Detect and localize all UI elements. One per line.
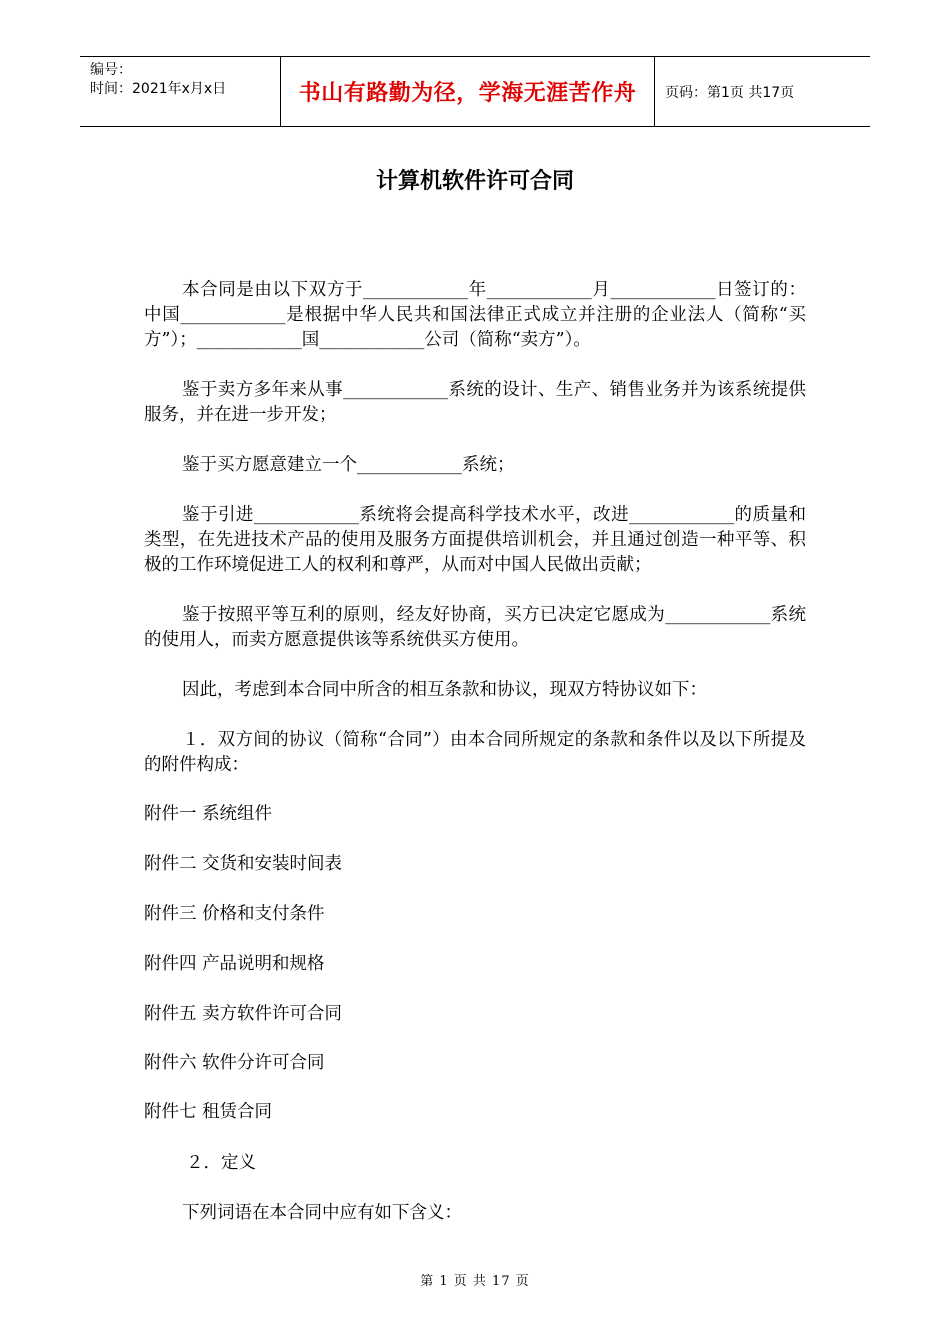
attachment-item: 附件六 软件分许可合同 (144, 1053, 325, 1073)
header-motto: 书山有路勤为径，学海无涯苦作舟 (281, 57, 655, 126)
attachment-item: 附件三 价格和支付条件 (144, 904, 325, 924)
paragraph-introduction-recital: 鉴于引进____________系统将会提高科学技术水平，改进____________的质量和类型，在先进技术产品的使用及服务方面提供培训机会，并且通过创造一种平等、积极的工作环境促进工人的权利和尊严，从而对中国人民做出贡献； (144, 505, 806, 575)
page-footer: 第 1 页 共 17 页 (420, 1274, 530, 1289)
paragraph-equality-recital: 鉴于按照平等互利的原则，经友好协商，买方已决定它愿成为____________系统的使用人，而卖方愿意提供该等系统供买方使用。 (144, 605, 806, 650)
header-meta (80, 57, 281, 126)
document-number-label: 编号： (90, 62, 132, 78)
clause-2-heading: ２．定义 (186, 1153, 256, 1173)
paragraph-seller-recital: 鉴于卖方多年来从事____________系统的设计、生产、销售业务并为该系统提供服务，并在进一步开发； (144, 380, 806, 425)
page-header (80, 56, 870, 127)
attachment-item: 附件七 租赁合同 (144, 1102, 273, 1122)
attachment-item: 附件五 卖方软件许可合同 (144, 1004, 343, 1024)
header-page-info: 页码：第1页 共17页 (665, 84, 795, 101)
paragraph-buyer-recital: 鉴于买方愿意建立一个____________系统； (182, 455, 515, 475)
clause-1: １．双方间的协议（简称“合同”）由本合同所规定的条款和条件以及以下所提及的附件构成： (144, 730, 806, 775)
clause-2-intro: 下列词语在本合同中应有如下含义： (182, 1203, 462, 1223)
paragraph-parties: 本合同是由以下双方于____________年____________月____________日签订的：中国____________是根据中华人民共和国法律正式成立并注册的企业法人（简称“买方”）；____________国____________公司（简称“卖方”）。 (144, 280, 806, 350)
paragraph-agreement: 因此，考虑到本合同中所含的相互条款和协议，现双方特协议如下： (182, 680, 707, 700)
attachment-item: 附件二 交货和安装时间表 (144, 854, 343, 874)
attachment-item: 附件一 系统组件 (144, 804, 273, 824)
document-time-label: 时间：2021年x月x日 (90, 81, 227, 97)
attachment-item: 附件四 产品说明和规格 (144, 954, 325, 974)
document-title: 计算机软件许可合同 (375, 169, 574, 194)
